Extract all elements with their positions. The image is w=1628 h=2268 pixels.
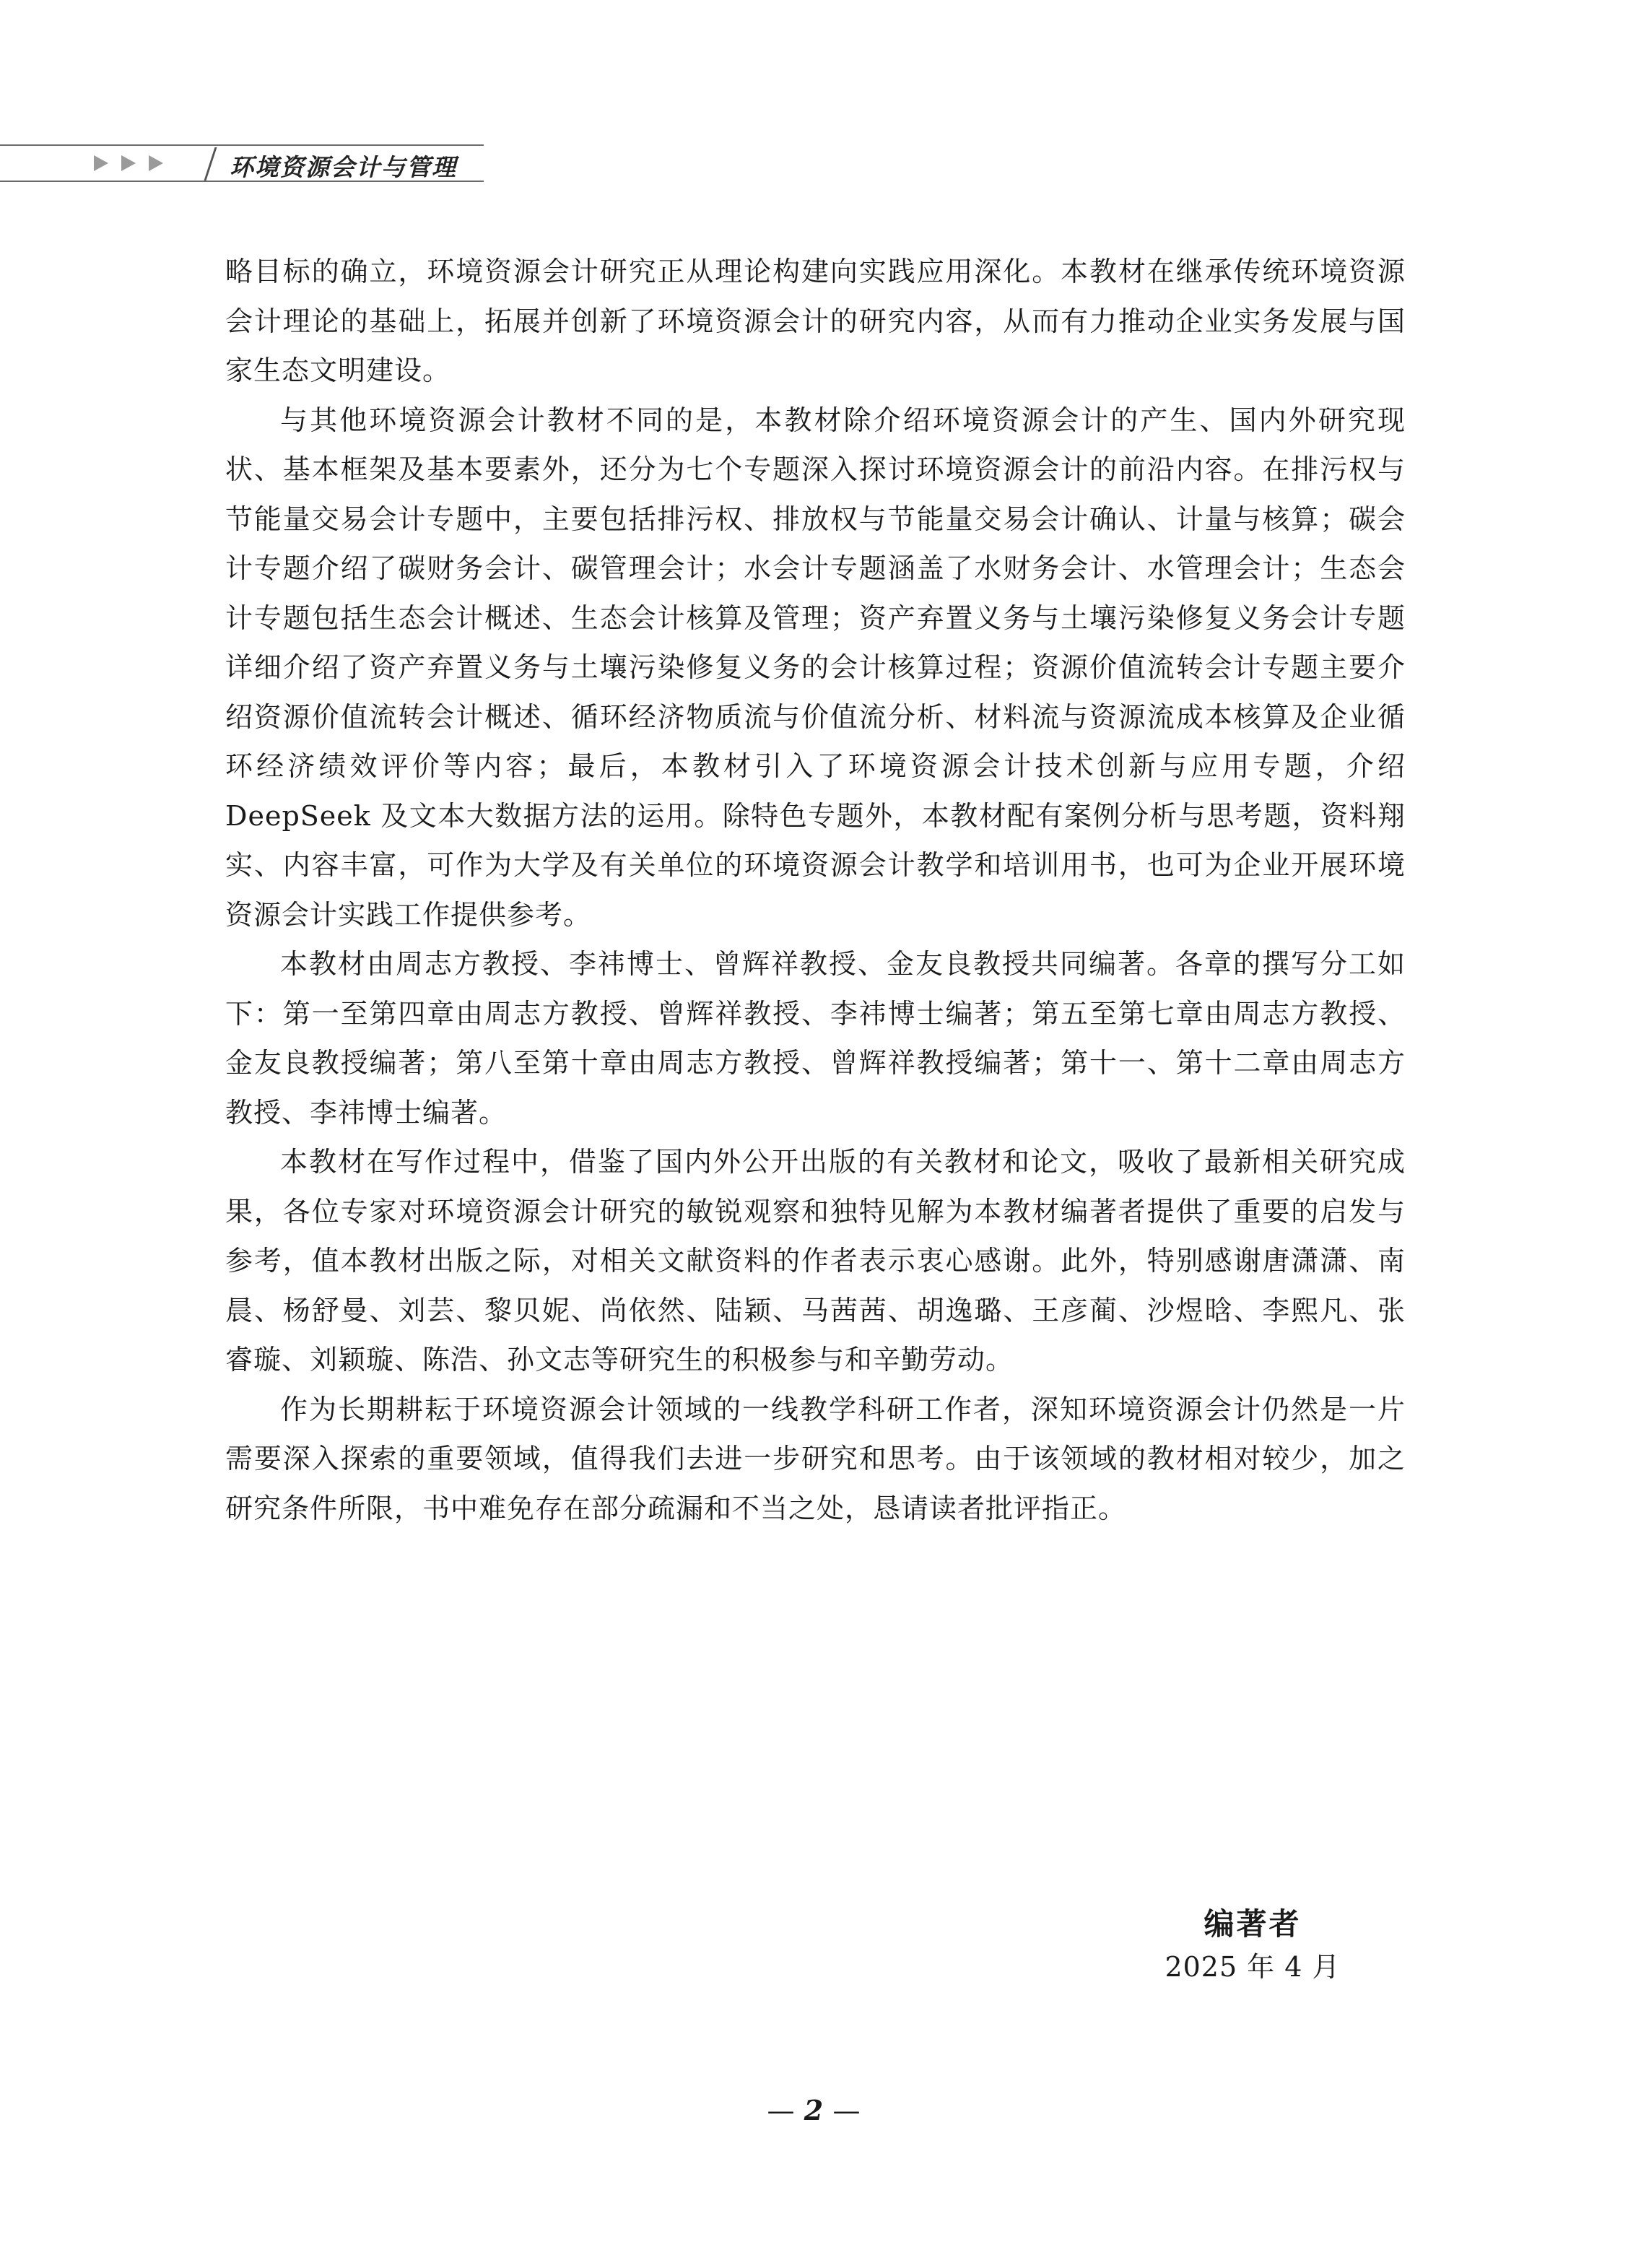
header-bottom-rule [0, 181, 484, 182]
paragraph-2: 与其他环境资源会计教材不同的是，本教材除介绍环境资源会计的产生、国内外研究现状、基本框架及基本要素外，还分为七个专题深入探讨环境资源会计的前沿内容。在排污权与节能量交易会计专题中，主要包括排污权、排放权与节能量交易会计确认、计量与核算；碳会计专题介绍了碳财务会计、碳管理会计；水会计专题涵盖了水财务会计、水管理会计；生态会计专题包括生态会计概述、生态会计核算及管理；资产弃置义务与土壤污染修复义务会计专题详细介绍了资产弃置义务与土壤污染修复义务的会计核算过程；资源价值流转会计专题主要介绍资源价值流转会计概述、循环经济物质流与价值流分析、材料流与资源流成本核算及企业循环经济绩效评价等内容；最后，本教材引入了环境资源会计技术创新与应用专题，介绍 DeepSeek 及文本大数据方法的运用。除特色专题外，本教材配有案例分析与思考题，资料翔实、内容丰富，可作为大学及有关单位的环境资源会计教学和培训用书，也可为企业开展环境资源会计实践工作提供参考。 [225, 404, 1406, 931]
paragraph-4: 本教材在写作过程中，借鉴了国内外公开出版的有关教材和论文，吸收了最新相关研究成果，各位专家对环境资源会计研究的敏锐观察和独特见解为本教材编著者提供了重要的启发与参考，值本教材出版之际，对相关文献资料的作者表示衷心感谢。此外，特别感谢唐潇潇、南晨、杨舒曼、刘芸、黎贝妮、尚依然、陆颖、马茜茜、胡逸璐、王彦蔺、沙煜晗、李熙凡、张睿璇、刘颖璇、陈浩、孙文志等研究生的积极参与和辛勤劳动。 [225, 1146, 1406, 1376]
signature-block [1155, 1903, 1350, 1988]
paragraph-3: 本教材由周志方教授、李祎博士、曾辉祥教授、金友良教授共同编著。各章的撰写分工如下：第一至第四章由周志方教授、曾辉祥教授、李祎博士编著；第五至第七章由周志方教授、金友良教授编著；第八至第十章由周志方教授、曾辉祥教授编著；第十一、第十二章由周志方教授、李祎博士编著。 [225, 948, 1406, 1129]
page-body [225, 247, 1406, 1533]
page-number-dash-right: — [832, 2095, 861, 2126]
signature-date: 2025 年 4 月 [1165, 1951, 1341, 1983]
header-top-rule [0, 144, 484, 146]
triangle-right-icon [149, 155, 163, 171]
paragraph-5: 作为长期耕耘于环境资源会计领域的一线教学科研工作者，深知环境资源会计仍然是一片需要深入探索的重要领域，值得我们去进一步研究和思考。由于该领域的教材相对较少，加之研究条件所限，书中难免存在部分疏漏和不当之处，恳请读者批评指正。 [225, 1393, 1406, 1524]
header-title: 环境资源会计与管理 [230, 153, 457, 181]
paragraph-1: 略目标的确立，环境资源会计研究正从理论构建向实践应用深化。本教材在继承传统环境资源会计理论的基础上，拓展并创新了环境资源会计的研究内容，从而有力推动企业实务发展与国家生态文明建设。 [225, 256, 1406, 386]
triangle-right-icon [121, 155, 136, 171]
page-number [741, 2094, 886, 2126]
page-number-dash-left: — [767, 2095, 795, 2126]
page-number-value: 2 [804, 2094, 824, 2126]
header-divider [204, 147, 217, 181]
header-arrows [94, 150, 163, 176]
signature-title: 编著者 [1203, 1906, 1302, 1942]
running-header [0, 144, 484, 182]
triangle-right-icon [94, 155, 108, 171]
